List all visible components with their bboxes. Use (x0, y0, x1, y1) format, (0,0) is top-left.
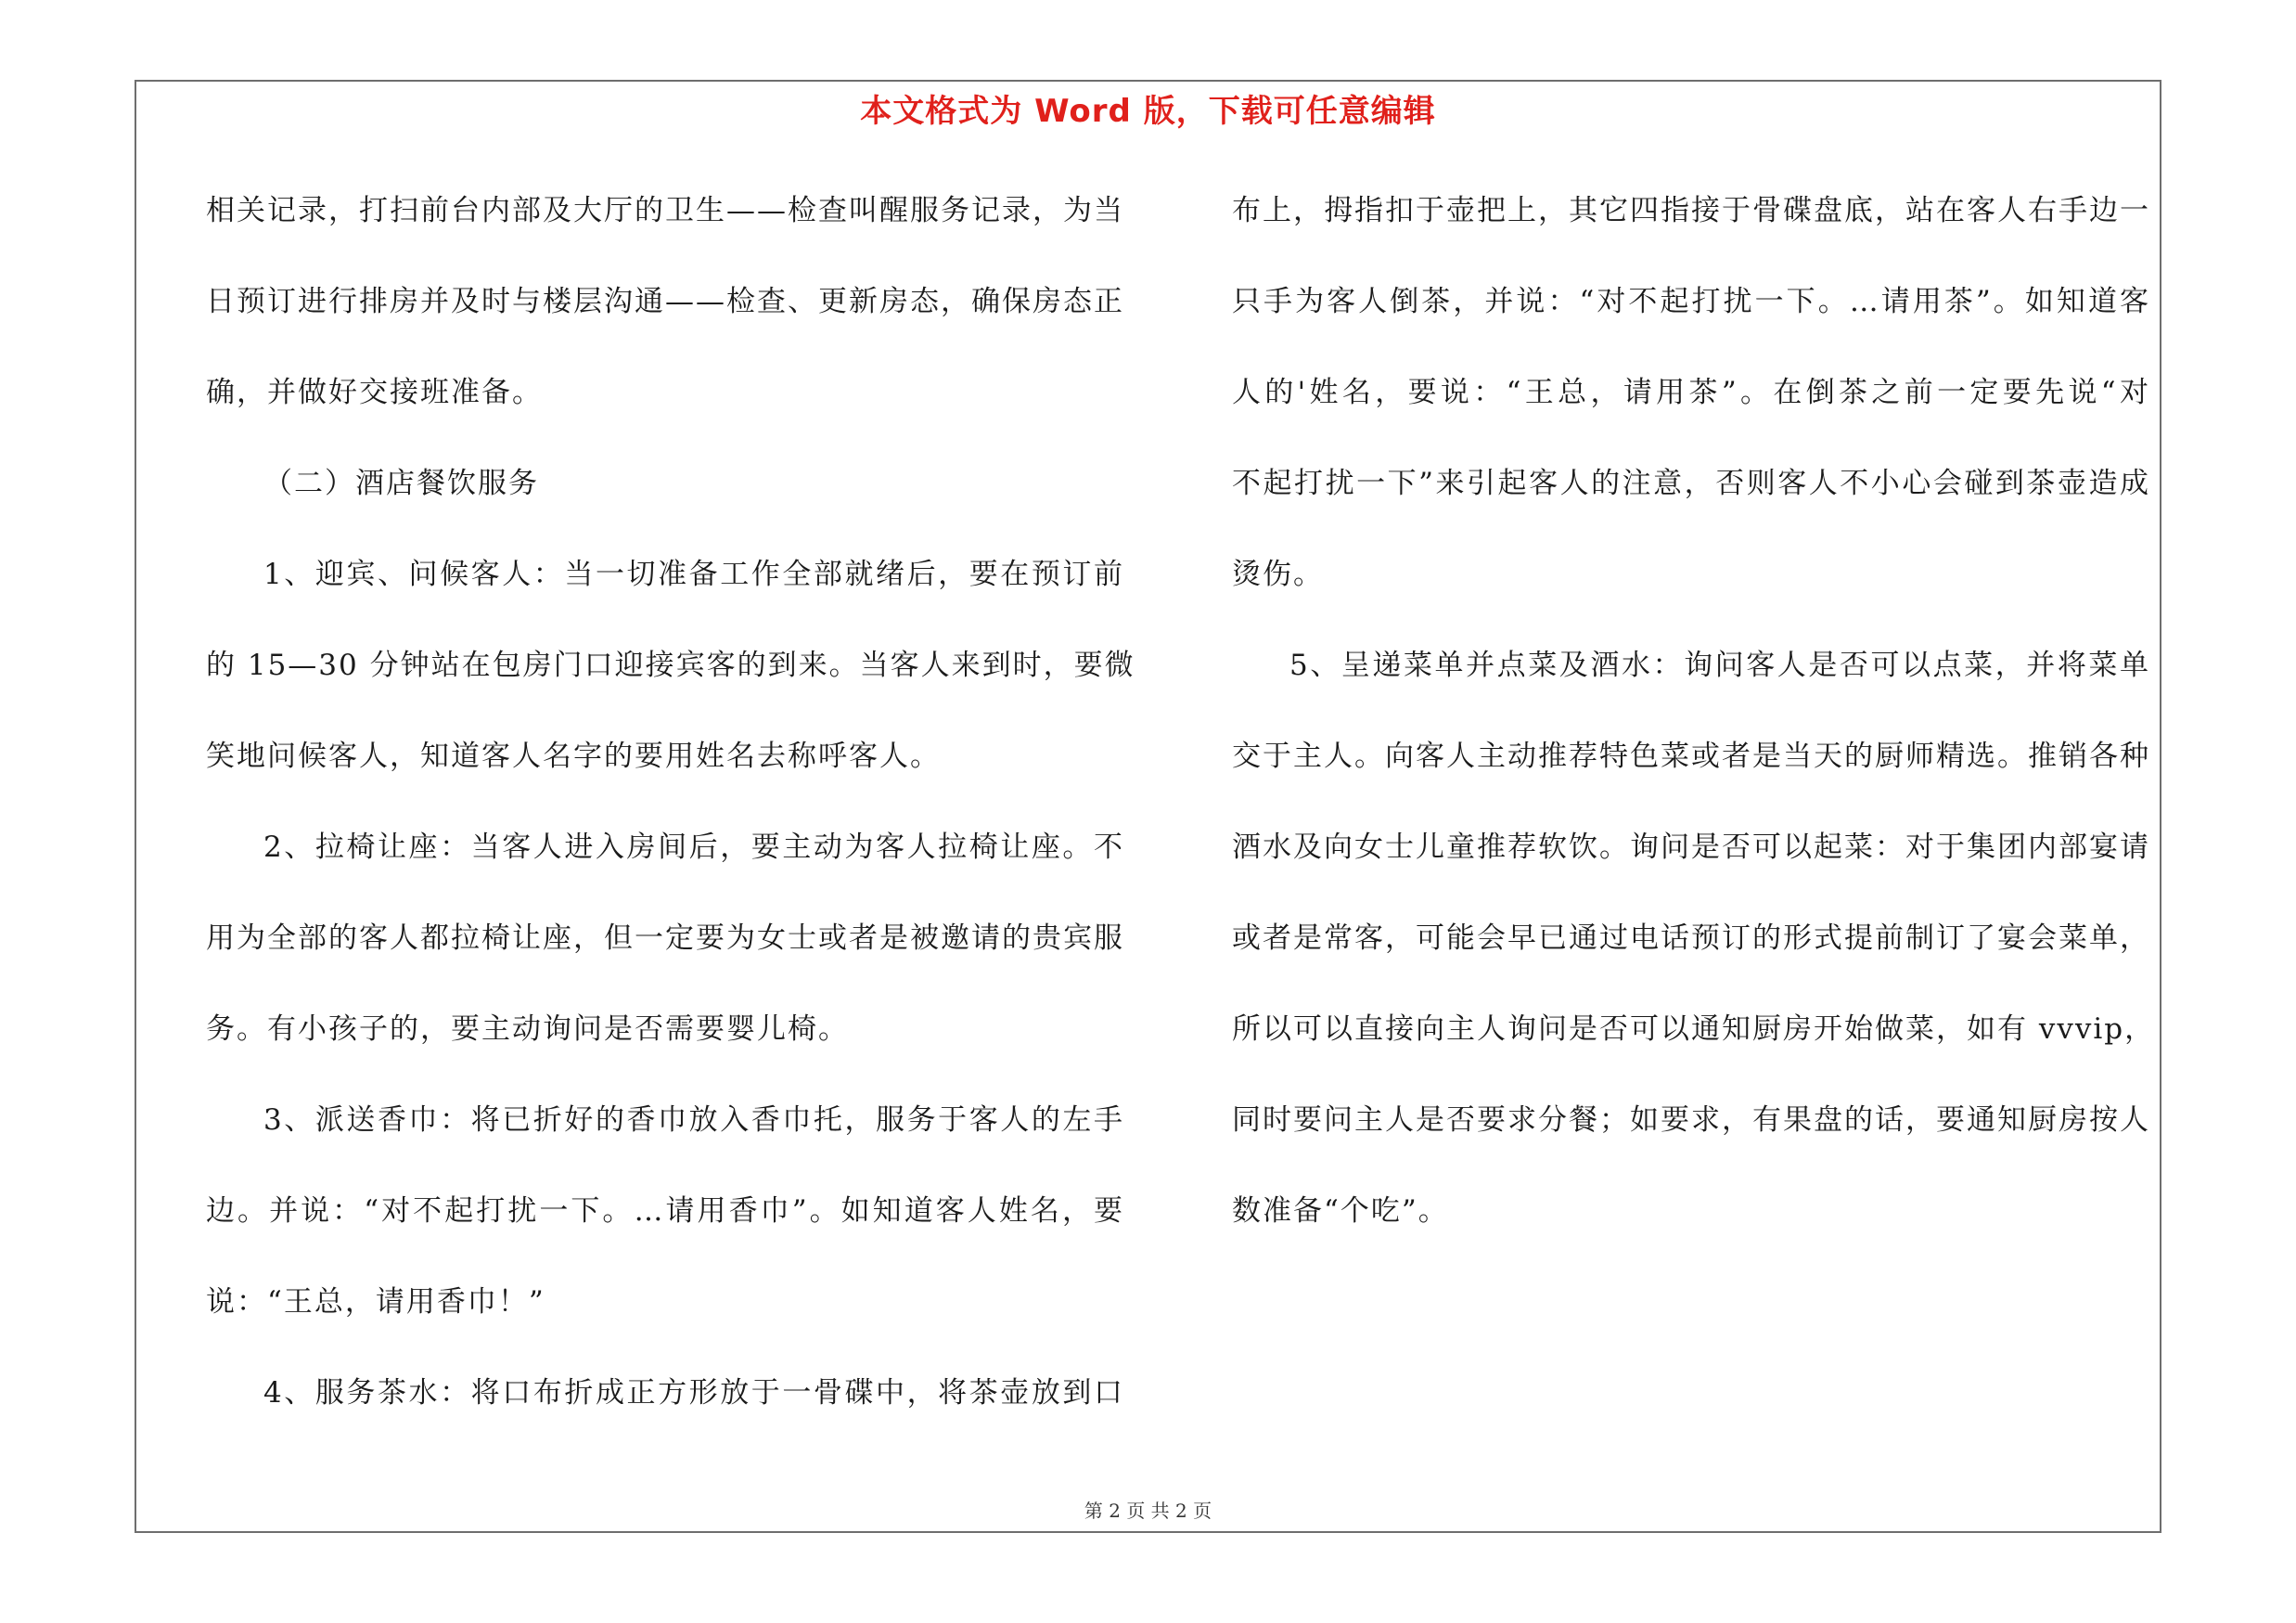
text-line: 日预订进行排房并及时与楼层沟通——检查、更新房态，确保房态正 (206, 285, 1124, 318)
text-line: 交于主人。向客人主动推荐特色菜或者是当天的厨师精选。推销各种 (1232, 740, 2150, 773)
text-line: 笑地问候客人，知道客人名字的要用姓名去称呼客人。 (206, 740, 941, 773)
text-line: 1、迎宾、问候客人：当一切准备工作全部就绪后，要在预订前 (263, 558, 1124, 591)
editable-format-banner: 本文格式为 Word 版，下载可任意编辑 (860, 93, 1436, 130)
text-line: 务。有小孩子的，要主动询问是否需要婴儿椅。 (206, 1012, 849, 1046)
left-text-column (206, 182, 1135, 1455)
text-line: 人的'姓名，要说：“王总，请用茶”。在倒茶之前一定要先说“对 (1232, 376, 2150, 409)
text-line: 确，并做好交接班准备。 (206, 376, 543, 409)
text-line: 只手为客人倒茶，并说：“对不起打扰一下。…请用茶”。如知道客 (1232, 285, 2150, 318)
text-line: 烫伤。 (1232, 558, 1324, 591)
text-line: 2、拉椅让座：当客人进入房间后，要主动为客人拉椅让座。不 (263, 831, 1124, 864)
text-line: 数准备“个吃”。 (1232, 1194, 1449, 1228)
page-number-footer: 第 2 页 共 2 页 (1084, 1500, 1212, 1522)
text-line: 说：“王总，请用香巾！” (206, 1285, 545, 1319)
text-line: 布上，拇指扣于壶把上，其它四指接于骨碟盘底，站在客人右手边一 (1232, 194, 2150, 227)
section-heading: （二）酒店餐饮服务 (263, 467, 539, 500)
text-line: 的 15—30 分钟站在包房门口迎接宾客的到来。当客人来到时，要微 (206, 649, 1135, 682)
text-line: 或者是常客，可能会早已通过电话预订的形式提前制订了宴会菜单， (1232, 921, 2150, 955)
text-line: 边。并说：“对不起打扰一下。…请用香巾”。如知道客人姓名，要 (206, 1194, 1124, 1228)
text-line: 酒水及向女士儿童推荐软饮。询问是否可以起菜：对于集团内部宴请 (1232, 831, 2150, 864)
text-line: 所以可以直接向主人询问是否可以通知厨房开始做菜，如有 vvvip， (1232, 1012, 2156, 1046)
text-line: 同时要问主人是否要求分餐；如要求，有果盘的话，要通知厨房按人 (1232, 1103, 2150, 1137)
text-line: 4、服务茶水：将口布折成正方形放于一骨碟中，将茶壶放到口 (263, 1376, 1124, 1410)
right-text-column (1232, 182, 2156, 1273)
text-line: 不起打扰一下”来引起客人的注意，否则客人不小心会碰到茶壶造成 (1232, 467, 2150, 500)
text-line: 5、呈递菜单并点菜及酒水：询问客人是否可以点菜，并将菜单 (1289, 649, 2150, 682)
text-line: 相关记录，打扫前台内部及大厅的卫生——检查叫醒服务记录，为当 (206, 194, 1124, 227)
text-line: 用为全部的客人都拉椅让座，但一定要为女士或者是被邀请的贵宾服 (206, 921, 1124, 955)
text-line: 3、派送香巾：将已折好的香巾放入香巾托，服务于客人的左手 (263, 1103, 1124, 1137)
